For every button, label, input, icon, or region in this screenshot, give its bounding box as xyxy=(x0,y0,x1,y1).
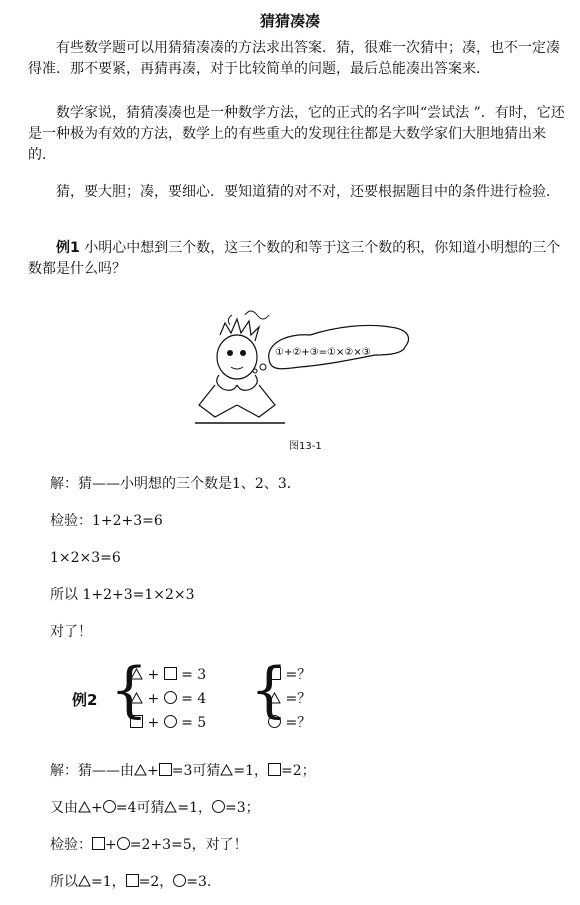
square-icon xyxy=(130,715,143,728)
figure-caption: 图13-1 xyxy=(289,441,322,452)
solution-2-check: 检验： + =2+3=5，对了！ xyxy=(50,837,248,853)
circle-icon xyxy=(212,800,225,813)
right-brace: { xyxy=(250,655,289,725)
equation-2: + = 4 xyxy=(130,690,206,708)
circle-icon xyxy=(117,837,130,850)
triangle-icon xyxy=(130,692,143,704)
equation-3: + = 5 xyxy=(130,714,206,732)
solution-1-guess: 解：猜——小明想的三个数是1、2、3． xyxy=(50,476,301,492)
circle-icon xyxy=(103,800,116,813)
triangle-icon xyxy=(78,875,91,887)
solution-1-conclusion: 所以 1+2+3=1×2×3 xyxy=(50,587,195,603)
paragraph-3: 猜，要大胆；凑，要细心．要知道猜的对不对，还要根据题目中的条件进行检验． xyxy=(56,184,560,200)
triangle-icon xyxy=(220,764,233,776)
triangle-icon xyxy=(134,764,147,776)
solution-2-conclusion: 所以 =1， =2， =3. xyxy=(50,874,212,890)
unknown-square: =？ xyxy=(268,666,311,684)
example-1-question: 小明心中想到三个数，这三个数的和等于这三个数的积，你知道小明想的三个数都是什么吗？ xyxy=(28,240,561,277)
unknown-triangle: =？ xyxy=(268,690,311,708)
example-1-paragraph xyxy=(28,238,568,280)
circle-icon xyxy=(173,874,186,887)
example-1-label: 例1 xyxy=(56,240,80,256)
solution-2-step-2: 又由 + =4可猜 =1， =3； xyxy=(50,800,260,816)
square-icon xyxy=(268,763,281,776)
solution-1-correct: 对了！ xyxy=(50,624,92,640)
solution-1-check: 检验：1+2+3=6 xyxy=(50,513,163,529)
solution-2-step-1: 解：猜——由 + =3可猜 =1， =2； xyxy=(50,763,316,779)
left-brace: { xyxy=(110,655,149,725)
example-2-label: 例2 xyxy=(72,691,98,709)
triangle-icon xyxy=(130,668,143,680)
square-icon xyxy=(164,667,177,680)
square-icon xyxy=(92,837,105,850)
triangle-icon xyxy=(164,801,177,813)
triangle-icon xyxy=(268,692,281,704)
square-icon xyxy=(126,874,139,887)
solution-1-product: 1×2×3=6 xyxy=(50,550,121,566)
thinking-boy-illustration xyxy=(175,305,415,435)
unknown-circle: =？ xyxy=(268,714,311,732)
page-title: 猜猜凑凑 xyxy=(259,12,320,30)
equation-1: + = 3 xyxy=(130,666,206,684)
circle-icon xyxy=(268,715,281,728)
paragraph-1: 有些数学题可以用猜猜凑凑的方法求出答案．猜，很难一次猜中；凑，也不一定凑得准．那不要紧，再猜再凑，对于比较简单的问题，最后总能凑出答案来． xyxy=(28,40,560,77)
paragraph-2: 数学家说，猜猜凑凑也是一种数学方法，它的正式的名字叫“尝试法 ”．有时，它还是一种极为有效的方法，数学上的有些重大的发现往往都是大数学家们大胆地猜出来的． xyxy=(28,105,565,163)
circle-icon xyxy=(164,691,177,704)
square-icon xyxy=(268,667,281,680)
square-icon xyxy=(159,763,172,776)
triangle-icon xyxy=(78,801,91,813)
thought-bubble-text: ①+②+③=①×②×③ xyxy=(275,347,371,358)
circle-icon xyxy=(164,715,177,728)
